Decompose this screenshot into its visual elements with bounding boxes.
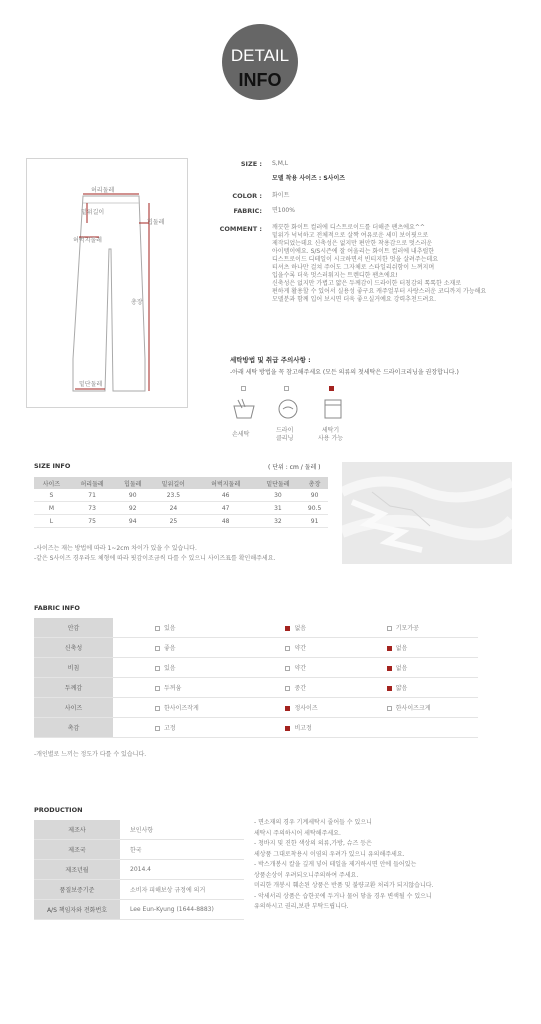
check-box — [285, 666, 290, 671]
check-box — [155, 626, 160, 631]
fabric-photo — [342, 462, 512, 564]
comment-line: 모델분과 함께 입어 보시면 더욱 좋으실거예요 강력추천드려요. — [272, 296, 437, 303]
table-row — [34, 502, 328, 515]
spec-color-value: 화이트 — [272, 192, 290, 199]
table-row — [34, 618, 478, 638]
option-label: 없음 — [294, 625, 307, 632]
fabric-row-name: 안감 — [34, 618, 113, 638]
check-box — [285, 686, 290, 691]
size-info-unit: ( 단위 : cm / 둘레 ) — [268, 464, 321, 471]
option-label: 없음 — [395, 665, 408, 672]
comment-line: 입을수록 더욱 멋스러워지는 트렌디한 팬츠에요! — [272, 272, 398, 279]
size-table-header — [34, 477, 328, 489]
production-value: Lee Eun-Kyung (1644-8883) — [120, 900, 244, 920]
check-box — [155, 666, 160, 671]
check-box — [387, 666, 392, 671]
size-col-header: 밑위길이 — [150, 477, 196, 489]
fabric-row-name: 두께감 — [34, 678, 113, 698]
table-row — [34, 880, 244, 900]
production-value: 한국 — [120, 840, 244, 860]
production-note: 유의하시고 권리,보관 부탁드립니다. — [254, 903, 349, 910]
size-col-header: 허벅지둘레 — [197, 477, 255, 489]
check-box — [155, 686, 160, 691]
check-box — [155, 646, 160, 651]
option-label: 있음 — [164, 665, 176, 672]
cell: 91 — [301, 515, 328, 528]
comment-line: 제작되었는데요 신축성은 없지만 편안한 착용감으로 멋스러운 — [272, 240, 433, 247]
cell: 25 — [150, 515, 196, 528]
option-label: 정사이즈 — [294, 705, 318, 712]
option-label: 두꺼움 — [164, 685, 182, 692]
size-note: -사이즈는 재는 방법에 따라 1~2cm 차이가 있을 수 있습니다. — [34, 545, 197, 552]
size-note: -같은 S사이즈 경우라도 체형에 따라 핏감이조금씩 다를 수 있으니 사이즈표를 확인해주세요. — [34, 555, 276, 562]
cell: 24 — [150, 502, 196, 515]
spec-size-value: S,M,L — [272, 160, 289, 167]
table-row — [34, 718, 478, 738]
cell: 90 — [115, 489, 150, 502]
table-row — [34, 489, 328, 502]
cell: 94 — [115, 515, 150, 528]
production-note: - 청바지 및 진한 색상의 의류,가방, 슈즈 등은 — [254, 840, 372, 847]
badge-line1: DETAIL — [230, 46, 290, 65]
production-note: 상품손상이 우려되오니주의하여 주세요. — [254, 871, 359, 879]
table-row — [34, 900, 244, 920]
hand-wash-label: 손세탁 — [232, 431, 250, 438]
production-value: 2014.4 — [120, 860, 244, 880]
check-box — [285, 626, 290, 631]
cell: 75 — [69, 515, 115, 528]
fabric-note: -개인별로 느끼는 정도가 다를 수 있습니다. — [34, 751, 147, 758]
garment-diagram — [26, 158, 188, 408]
dry-clean-label: 드라이 클리닝 — [276, 427, 294, 442]
size-col-header: 밑단둘레 — [255, 477, 301, 489]
size-col-header: 허리둘레 — [69, 477, 115, 489]
waist-label: 허리둘레 — [91, 187, 115, 194]
cell: 47 — [197, 502, 255, 515]
spec-fabric-value: 면100% — [272, 207, 295, 214]
production-value: 보인사항 — [120, 820, 244, 840]
cell: 92 — [115, 502, 150, 515]
thigh-label: 허벅지둘레 — [73, 237, 102, 244]
comment-line: 티셔츠 하나만 걸쳐 주어도 그자체로 스타일리쉬함이 느껴지며 — [272, 264, 435, 271]
front-rise-label: 밑위길이 — [81, 209, 105, 216]
check-box — [387, 626, 392, 631]
pants-outline-icon — [27, 159, 187, 407]
table-row — [34, 658, 478, 678]
table-row — [34, 698, 478, 718]
option-label: 없음 — [395, 645, 408, 652]
option-label: 비고정 — [294, 725, 312, 732]
table-row — [34, 515, 328, 528]
comment-line: 신축성은 없지만 가볍고 얇은 두께감이 드라이한 터칭감의 톡톡한 소재로 — [272, 280, 462, 287]
production-table — [34, 820, 244, 920]
fabric-row-name: 신축성 — [34, 638, 113, 658]
size-col-header: 사이즈 — [34, 477, 69, 489]
option-label: 약간 — [294, 645, 307, 652]
production-note: - 면소재의 경우 기계세탁시 줄어들 수 있으니 — [254, 819, 372, 826]
cell: 31 — [255, 502, 301, 515]
comment-line: 밑위가 넉넉하고 전체적으로 살짝 여유로운 세미 보이핏으로 — [272, 232, 429, 239]
care-check-machine — [329, 386, 334, 391]
care-check-hand — [241, 386, 246, 391]
size-col-header: 힙둘레 — [115, 477, 150, 489]
cell: 71 — [69, 489, 115, 502]
cell: 90.5 — [301, 502, 328, 515]
production-key: 제조국 — [34, 840, 120, 860]
table-row — [34, 678, 478, 698]
production-notes — [254, 818, 433, 913]
option-label: 중간 — [294, 685, 307, 692]
care-icons — [228, 384, 368, 454]
check-box — [285, 726, 290, 731]
dry-clean-icon — [277, 398, 299, 420]
spec-fabric-label: FABRIC: — [233, 207, 262, 215]
hem-label: 밑단둘레 — [79, 381, 103, 388]
comment-line: 깨끗한 화이트 컬러에 디스트로이드를 더해준 팬츠에요^^ — [272, 224, 425, 231]
size-col-header: 총장 — [301, 477, 328, 489]
comment-line: 디스트로이드 디테일이 시크하면서 빈티지한 멋을 살려주는데요 — [272, 256, 439, 263]
cell: 23.5 — [150, 489, 196, 502]
fabric-row-name: 비침 — [34, 658, 113, 678]
option-label: 좋음 — [164, 645, 176, 652]
option-label: 한사이즈작게 — [164, 705, 199, 712]
comment-line: 편하게 활용할 수 있어서 실용성 좋구요 캐주얼부터 사랑스러운 코디까지 가능해요 — [272, 288, 487, 295]
check-box — [155, 706, 160, 711]
comment-label: COMMENT : — [219, 225, 262, 233]
production-key: A/S 책임자와 전화번호 — [34, 900, 120, 920]
cell: M — [34, 502, 69, 515]
option-label: 고정 — [164, 725, 176, 732]
machine-wash-label: 세탁기 사용 가능 — [318, 427, 344, 442]
table-row — [34, 840, 244, 860]
cell: 32 — [255, 515, 301, 528]
cell: 46 — [197, 489, 255, 502]
production-key: 제조년월 — [34, 860, 120, 880]
production-note: 세탁시 주의하시어 세탁해주세요. — [254, 829, 341, 837]
check-box — [155, 726, 160, 731]
spec-color-label: COLOR : — [232, 192, 262, 200]
spec-model-size: 모델 착용 사이즈 : S사이즈 — [272, 175, 346, 182]
size-table — [34, 477, 328, 528]
fabric-table — [34, 618, 478, 738]
table-row — [34, 860, 244, 880]
table-row — [34, 820, 244, 840]
production-key: 품질보증기준 — [34, 880, 120, 900]
care-check-dry — [284, 386, 289, 391]
option-label: 얇음 — [395, 685, 408, 692]
cell: 73 — [69, 502, 115, 515]
check-box — [387, 706, 392, 711]
hand-wash-icon — [232, 398, 256, 420]
badge-line2: INFO — [238, 70, 282, 90]
production-note: 미리한 개봉시 훼손된 상품은 반품 및 불량교환 처리가 되지않습니다. — [254, 882, 434, 889]
hip-label: 힙둘레 — [147, 219, 165, 226]
size-info-title: SIZE INFO — [34, 462, 71, 470]
production-key: 제조사 — [34, 820, 120, 840]
comment-line: 아이템이에요. S/S시즌에 잘 어울리는 화이트 컬러에 내추럴한 — [272, 248, 435, 255]
cell: 90 — [301, 489, 328, 502]
check-box — [387, 646, 392, 651]
production-note: - 박스개봉시 칼을 깊게 넣어 테일을 제거하시면 안에 들어있는 — [254, 861, 417, 868]
option-label: 기모가공 — [395, 625, 419, 632]
production-note: 세상품 그대로착용시 이염의 우려가 있으니 유의해주세요. — [254, 850, 405, 858]
table-row — [34, 638, 478, 658]
care-note: -아래 세탁 방법을 꼭 참고해주세요 (모든 의류의 첫세탁은 드라이크리닝을 권장합니다.) — [230, 369, 459, 376]
spec-size-label: SIZE : — [240, 160, 262, 168]
cell: S — [34, 489, 69, 502]
option-label: 있음 — [164, 625, 176, 632]
comment-text — [272, 224, 486, 304]
care-title: 세탁방법 및 취급 주의사항 : — [230, 356, 311, 364]
cell: 48 — [197, 515, 255, 528]
production-title: PRODUCTION — [34, 806, 83, 814]
fabric-texture-image — [342, 462, 512, 564]
production-value: 소비자 피해보상 규정에 의거 — [120, 880, 244, 900]
production-note: - 악세서리 상품은 습한곳에 두거나 물어 닿을 경우 변색될 수 있으니 — [254, 892, 432, 900]
option-label: 한사이즈크게 — [395, 705, 431, 712]
check-box — [285, 646, 290, 651]
fabric-row-name: 촉감 — [34, 718, 113, 738]
washing-machine-icon — [323, 398, 343, 420]
option-label: 약간 — [294, 665, 307, 672]
check-box — [387, 686, 392, 691]
cell: L — [34, 515, 69, 528]
fabric-row-name: 사이즈 — [34, 698, 113, 718]
fabric-info-title: FABRIC INFO — [34, 604, 80, 612]
cell: 30 — [255, 489, 301, 502]
check-box — [285, 706, 290, 711]
length-label: 총장 — [131, 299, 143, 306]
